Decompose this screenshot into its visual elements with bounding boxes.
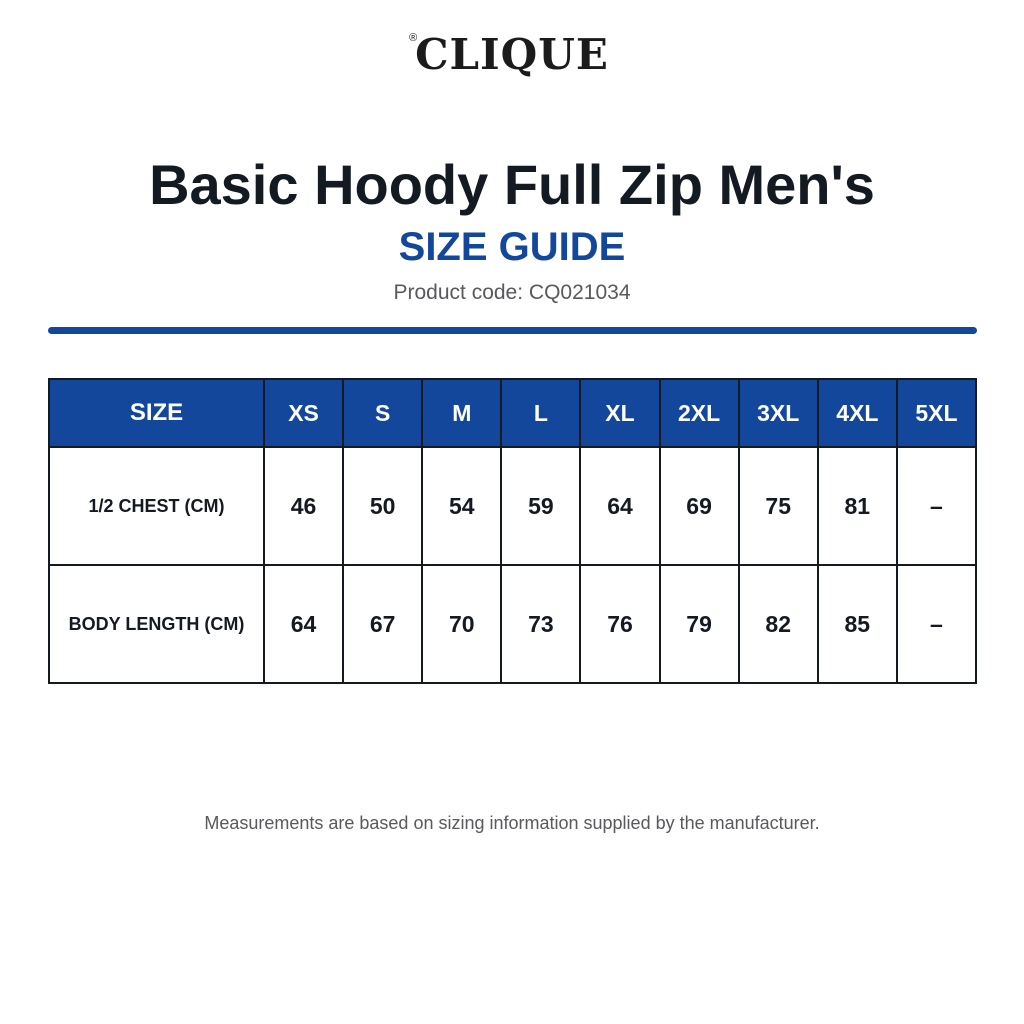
column-header: M (422, 379, 501, 447)
table-cell: 46 (264, 447, 343, 565)
registered-mark: ® (409, 32, 418, 44)
column-header: XS (264, 379, 343, 447)
table-cell: 81 (818, 447, 897, 565)
column-header: L (501, 379, 580, 447)
logo-text: CLIQUE (415, 30, 609, 79)
row-label: 1/2 CHEST (CM) (49, 447, 264, 565)
table-cell: 70 (422, 565, 501, 683)
size-table (48, 378, 977, 684)
column-header: S (343, 379, 422, 447)
page-subtitle: SIZE GUIDE (398, 225, 626, 269)
column-header: XL (580, 379, 659, 447)
table-cell: 64 (580, 447, 659, 565)
table-row (49, 447, 976, 565)
table-cell: 64 (264, 565, 343, 683)
page-title: Basic Hoody Full Zip Men's (149, 153, 875, 216)
table-cell: – (897, 565, 976, 683)
brand-logo (0, 30, 1024, 79)
table-cell: 67 (343, 565, 422, 683)
row-label: BODY LENGTH (CM) (49, 565, 264, 683)
column-header: SIZE (49, 379, 264, 447)
column-header: 5XL (897, 379, 976, 447)
table-cell: 75 (739, 447, 818, 565)
table-cell: 79 (660, 565, 739, 683)
footer-note: Measurements are based on sizing information supplied by the manufacturer. (204, 813, 820, 833)
product-code-value: CQ021034 (528, 281, 631, 304)
table-header-row (49, 379, 976, 447)
table-cell: 54 (422, 447, 501, 565)
product-code (0, 281, 1024, 305)
table-cell: 73 (501, 565, 580, 683)
table-cell: 69 (660, 447, 739, 565)
table-row (49, 565, 976, 683)
column-header: 3XL (739, 379, 818, 447)
table-cell: – (897, 447, 976, 565)
table-cell: 85 (818, 565, 897, 683)
table-cell: 82 (739, 565, 818, 683)
table-cell: 50 (343, 447, 422, 565)
table-cell: 59 (501, 447, 580, 565)
table-cell: 76 (580, 565, 659, 683)
column-header: 4XL (818, 379, 897, 447)
header-divider (48, 327, 977, 334)
product-code-label: Product code: (393, 281, 524, 304)
column-header: 2XL (660, 379, 739, 447)
